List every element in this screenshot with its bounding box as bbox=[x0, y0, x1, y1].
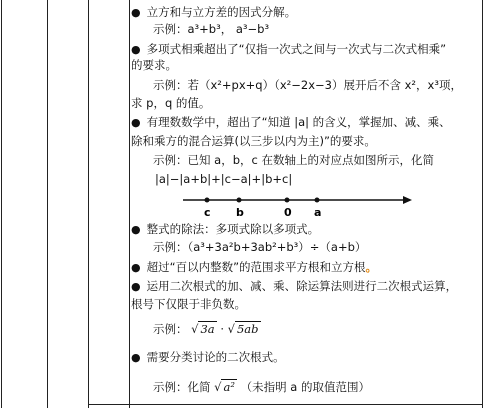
bullet-item: ● 超过“百以内整数”的范围求平方根和立方根。 bbox=[131, 260, 378, 274]
sqrt-expression: √ 5ab bbox=[227, 322, 259, 336]
example-text: 示例：化简 √ a² （未指明 a 的取值范围） bbox=[153, 380, 370, 394]
sqrt-expression: √ 3a bbox=[191, 322, 215, 336]
table-column-divider bbox=[47, 0, 48, 408]
bullet-item: ● 多项式相乘超出了“仅指一次式之间与一次式与二次式相乘” bbox=[131, 42, 447, 56]
bullet-icon: ● bbox=[131, 280, 141, 293]
math-expression: |a|−|a+b|+|c−a|+|b+c| bbox=[155, 172, 293, 186]
example-text: 示例：a³+b³， a³−b³ bbox=[153, 22, 270, 36]
point-a bbox=[315, 198, 320, 203]
continuation-text: 除和乘方的混合运算(以三步以内为主)”的要求。 bbox=[131, 134, 376, 148]
orange-mark: 。 bbox=[365, 260, 378, 274]
label-a: a bbox=[314, 206, 322, 219]
arrow-icon bbox=[403, 196, 412, 204]
label-b: b bbox=[236, 206, 244, 219]
bullet-icon: ● bbox=[131, 43, 141, 56]
example-text: 示例： √ 3a · √ 5ab bbox=[153, 322, 259, 336]
point-zero bbox=[285, 198, 290, 203]
example-text: 示例：已知 a，b，c 在数轴上的对应点如图所示，化简 bbox=[153, 153, 434, 167]
sqrt-expression: √ a² bbox=[214, 380, 235, 394]
table-column-divider bbox=[129, 0, 130, 408]
number-line bbox=[183, 192, 423, 222]
table-row-divider bbox=[88, 404, 483, 405]
bullet-icon: ● bbox=[131, 261, 141, 274]
table-border-left bbox=[1, 0, 2, 408]
bullet-icon: ● bbox=[131, 351, 141, 364]
bullet-item: ● 立方和与立方差的因式分解。 bbox=[131, 5, 297, 19]
point-c bbox=[205, 198, 210, 203]
bullet-item: ● 整式的除法：多项式除以多项式。 bbox=[131, 222, 320, 236]
table-border-right bbox=[482, 0, 483, 408]
continuation-text: 求 p，q 的值。 bbox=[131, 96, 211, 110]
bullet-item: ● 运用二次根式的加、减、乘、除运算法则进行二次根式运算， bbox=[131, 279, 458, 293]
bullet-icon: ● bbox=[131, 223, 141, 236]
label-zero: 0 bbox=[284, 206, 292, 219]
table-column-divider bbox=[88, 0, 89, 408]
bullet-item: ● 有理数数学中，超出了“知道 |a| 的含义，掌握加、减、乘、 bbox=[131, 115, 451, 129]
bullet-icon: ● bbox=[131, 6, 141, 19]
example-text: 示例：（a³+3a²b+3ab²+b³）÷（a+b） bbox=[153, 240, 367, 254]
bullet-icon: ● bbox=[131, 116, 141, 129]
continuation-text: 的要求。 bbox=[131, 58, 177, 72]
bullet-item: ● 需要分类讨论的二次根式。 bbox=[131, 350, 285, 364]
point-b bbox=[237, 198, 242, 203]
example-text: 示例：若（x²+px+q）（x²−2x−3）展开后不含 x²，x³项， bbox=[153, 78, 462, 92]
continuation-text: 根号下仅限于非负数。 bbox=[131, 297, 246, 311]
label-c: c bbox=[204, 206, 211, 219]
